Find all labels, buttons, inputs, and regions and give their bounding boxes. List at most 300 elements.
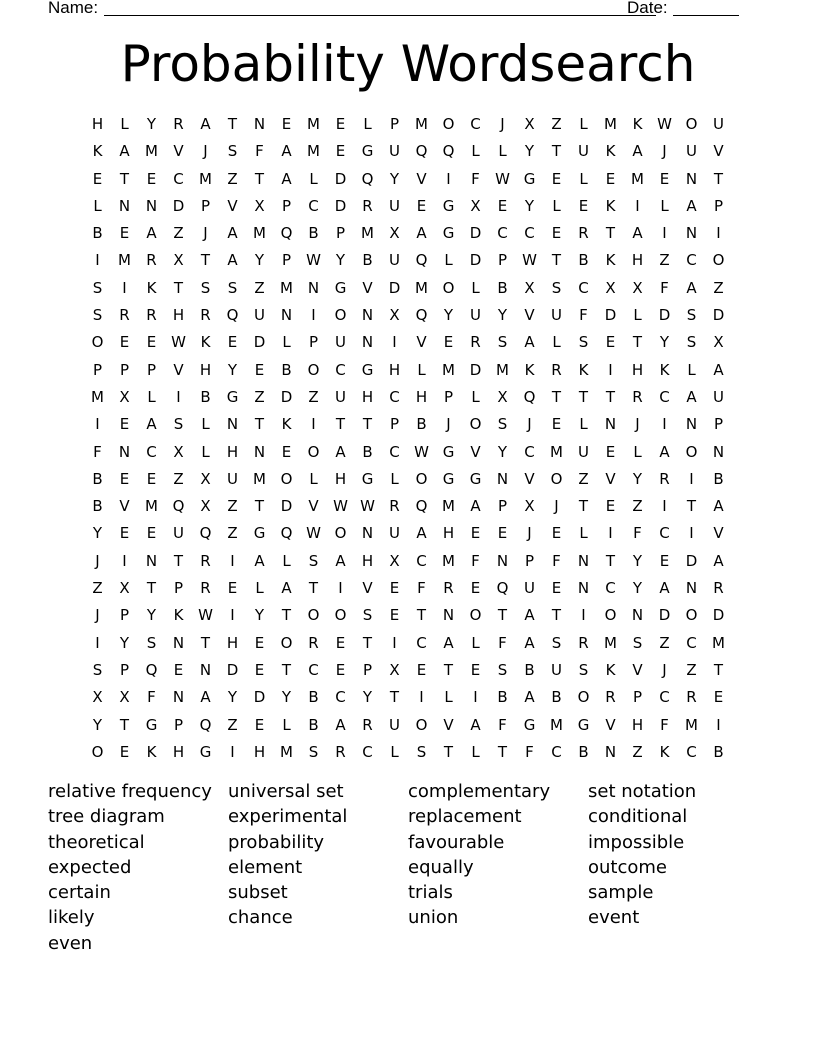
grid-letter[interactable]: T [443, 742, 454, 761]
grid-letter[interactable]: C [659, 688, 670, 707]
grid-letter[interactable]: X [632, 278, 643, 297]
grid-letter[interactable]: I [392, 333, 397, 352]
grid-letter[interactable]: T [416, 606, 427, 625]
grid-letter[interactable]: T [200, 633, 211, 652]
grid-letter[interactable]: X [119, 579, 130, 598]
grid-letter[interactable]: A [335, 551, 346, 570]
grid-letter[interactable]: S [551, 633, 562, 652]
grid-letter[interactable]: E [470, 524, 481, 543]
grid-letter[interactable]: T [119, 169, 130, 188]
grid-letter[interactable]: P [173, 715, 184, 734]
grid-letter[interactable]: J [95, 606, 100, 625]
grid-letter[interactable]: T [443, 660, 454, 679]
grid-letter[interactable]: V [173, 360, 184, 379]
grid-letter[interactable]: A [713, 497, 724, 516]
grid-letter[interactable]: C [659, 387, 670, 406]
grid-letter[interactable]: E [605, 169, 616, 188]
grid-letter[interactable]: S [92, 278, 103, 297]
grid-letter[interactable]: X [119, 688, 130, 707]
grid-letter[interactable]: K [200, 333, 211, 352]
grid-letter[interactable]: T [497, 742, 508, 761]
grid-letter[interactable]: T [173, 551, 184, 570]
grid-letter[interactable]: N [712, 442, 725, 461]
grid-letter[interactable]: W [495, 169, 510, 188]
grid-letter[interactable]: S [686, 306, 697, 325]
grid-letter[interactable]: V [119, 497, 130, 516]
grid-letter[interactable]: E [470, 579, 481, 598]
grid-letter[interactable]: N [577, 551, 590, 570]
grid-letter[interactable]: O [469, 415, 482, 434]
grid-letter[interactable]: O [334, 306, 347, 325]
grid-letter[interactable]: U [173, 524, 184, 543]
grid-letter[interactable]: R [443, 579, 454, 598]
grid-letter[interactable]: Q [172, 497, 185, 516]
grid-letter[interactable]: L [552, 196, 561, 215]
grid-letter[interactable]: E [605, 333, 616, 352]
grid-letter[interactable]: T [254, 497, 265, 516]
grid-letter[interactable]: P [119, 360, 130, 379]
grid-letter[interactable]: T [227, 115, 238, 133]
grid-letter[interactable]: C [335, 360, 346, 379]
grid-letter[interactable]: U [389, 251, 400, 270]
grid-letter[interactable]: I [689, 469, 694, 488]
grid-letter[interactable]: D [469, 251, 482, 270]
grid-letter[interactable]: L [579, 115, 588, 133]
grid-letter[interactable]: S [227, 278, 238, 297]
grid-letter[interactable]: R [362, 196, 373, 215]
grid-letter[interactable]: Q [442, 142, 455, 161]
grid-letter[interactable]: L [471, 742, 480, 761]
grid-letter[interactable]: Y [497, 442, 508, 461]
grid-letter[interactable]: C [362, 742, 373, 761]
grid-letter[interactable]: M [361, 224, 374, 243]
grid-letter[interactable]: Z [254, 387, 265, 406]
grid-letter[interactable]: L [309, 469, 318, 488]
grid-letter[interactable]: K [92, 142, 103, 161]
grid-letter[interactable]: E [119, 524, 130, 543]
grid-letter[interactable]: A [146, 415, 157, 434]
grid-letter[interactable]: H [226, 633, 239, 652]
grid-letter[interactable]: L [309, 169, 318, 188]
grid-letter[interactable]: N [577, 579, 590, 598]
grid-letter[interactable]: G [199, 742, 212, 761]
grid-letter[interactable]: A [281, 142, 292, 161]
grid-letter[interactable]: J [527, 524, 532, 543]
grid-letter[interactable]: U [335, 333, 346, 352]
grid-letter[interactable]: B [362, 442, 373, 461]
grid-letter[interactable]: S [92, 660, 103, 679]
grid-letter[interactable]: N [361, 524, 374, 543]
grid-letter[interactable]: G [361, 142, 374, 161]
grid-letter[interactable]: H [91, 115, 104, 133]
grid-letter[interactable]: H [361, 551, 374, 570]
grid-letter[interactable]: M [442, 497, 455, 516]
grid-letter[interactable]: Z [227, 497, 238, 516]
grid-letter[interactable]: G [442, 224, 455, 243]
grid-letter[interactable]: J [662, 142, 667, 161]
grid-letter[interactable]: I [419, 688, 424, 707]
grid-letter[interactable]: T [146, 579, 157, 598]
grid-letter[interactable]: X [389, 551, 400, 570]
grid-letter[interactable]: G [442, 469, 455, 488]
grid-letter[interactable]: M [280, 742, 293, 761]
grid-letter[interactable]: B [308, 688, 319, 707]
grid-letter[interactable]: C [335, 688, 346, 707]
grid-letter[interactable]: I [662, 497, 667, 516]
grid-letter[interactable]: T [389, 688, 400, 707]
grid-letter[interactable]: R [713, 579, 724, 598]
grid-letter[interactable]: Y [254, 251, 265, 270]
grid-letter[interactable]: G [145, 715, 158, 734]
grid-letter[interactable]: E [227, 579, 238, 598]
grid-letter[interactable]: L [633, 306, 642, 325]
grid-letter[interactable]: E [551, 579, 562, 598]
grid-letter[interactable]: A [254, 551, 265, 570]
grid-letter[interactable]: L [579, 524, 588, 543]
grid-letter[interactable]: U [713, 115, 724, 133]
grid-letter[interactable]: E [281, 115, 292, 133]
grid-letter[interactable]: K [605, 251, 616, 270]
grid-letter[interactable]: D [280, 387, 293, 406]
grid-letter[interactable]: Y [659, 333, 670, 352]
grid-letter[interactable]: A [416, 224, 427, 243]
grid-letter[interactable]: T [281, 660, 292, 679]
grid-letter[interactable]: P [524, 551, 535, 570]
grid-letter[interactable]: E [254, 633, 265, 652]
grid-letter[interactable]: T [173, 278, 184, 297]
grid-letter[interactable]: A [146, 224, 157, 243]
grid-letter[interactable]: V [470, 442, 481, 461]
grid-letter[interactable]: E [551, 415, 562, 434]
grid-letter[interactable]: Q [145, 660, 158, 679]
grid-letter[interactable]: Y [524, 196, 535, 215]
grid-letter[interactable]: C [578, 278, 589, 297]
grid-letter[interactable]: H [388, 360, 401, 379]
grid-letter[interactable]: A [470, 715, 481, 734]
grid-letter[interactable]: X [92, 688, 103, 707]
grid-letter[interactable]: B [416, 415, 427, 434]
grid-letter[interactable]: Z [227, 524, 238, 543]
grid-letter[interactable]: J [662, 660, 667, 679]
grid-letter[interactable]: Q [523, 387, 536, 406]
grid-letter[interactable]: E [659, 551, 670, 570]
grid-letter[interactable]: W [657, 115, 672, 133]
grid-letter[interactable]: L [471, 142, 480, 161]
grid-letter[interactable]: H [631, 360, 644, 379]
grid-letter[interactable]: L [498, 142, 507, 161]
grid-letter[interactable]: O [685, 606, 698, 625]
grid-letter[interactable]: W [333, 497, 348, 516]
grid-letter[interactable]: R [605, 688, 616, 707]
grid-letter[interactable]: I [716, 224, 721, 243]
grid-letter[interactable]: H [199, 360, 212, 379]
grid-letter[interactable]: B [92, 224, 103, 243]
grid-letter[interactable]: M [550, 715, 563, 734]
grid-letter[interactable]: Z [551, 115, 562, 133]
grid-letter[interactable]: I [338, 579, 343, 598]
grid-letter[interactable]: X [389, 660, 400, 679]
grid-letter[interactable]: P [92, 360, 103, 379]
grid-letter[interactable]: X [470, 196, 481, 215]
grid-letter[interactable]: M [307, 142, 320, 161]
grid-letter[interactable]: M [550, 442, 563, 461]
grid-letter[interactable]: T [281, 606, 292, 625]
grid-letter[interactable]: F [633, 524, 642, 543]
grid-letter[interactable]: C [173, 169, 184, 188]
grid-letter[interactable]: O [307, 360, 320, 379]
grid-letter[interactable]: N [253, 442, 266, 461]
grid-letter[interactable]: D [172, 196, 185, 215]
date-blank-line[interactable] [673, 15, 739, 16]
grid-letter[interactable]: U [713, 387, 724, 406]
grid-letter[interactable]: Z [227, 715, 238, 734]
grid-letter[interactable]: Y [389, 169, 400, 188]
grid-letter[interactable]: B [92, 469, 103, 488]
grid-letter[interactable]: T [713, 169, 724, 188]
grid-letter[interactable]: Z [308, 387, 319, 406]
grid-letter[interactable]: T [254, 169, 265, 188]
grid-letter[interactable]: F [417, 579, 426, 598]
grid-letter[interactable]: W [171, 333, 186, 352]
grid-letter[interactable]: R [146, 251, 157, 270]
grid-letter[interactable]: P [389, 115, 400, 133]
grid-letter[interactable]: P [497, 251, 508, 270]
grid-letter[interactable]: O [469, 606, 482, 625]
grid-letter[interactable]: J [446, 415, 451, 434]
grid-letter[interactable]: D [226, 660, 239, 679]
grid-letter[interactable]: I [176, 387, 181, 406]
grid-letter[interactable]: A [686, 278, 697, 297]
grid-letter[interactable]: I [608, 524, 613, 543]
grid-letter[interactable]: L [255, 579, 264, 598]
grid-letter[interactable]: K [659, 742, 670, 761]
grid-letter[interactable]: L [363, 115, 372, 133]
grid-letter[interactable]: D [334, 196, 347, 215]
grid-letter[interactable]: Y [92, 715, 103, 734]
grid-letter[interactable]: N [280, 306, 293, 325]
grid-letter[interactable]: E [146, 469, 157, 488]
grid-letter[interactable]: C [308, 196, 319, 215]
grid-letter[interactable]: T [551, 606, 562, 625]
grid-letter[interactable]: F [579, 306, 588, 325]
grid-letter[interactable]: C [551, 742, 562, 761]
grid-letter[interactable]: X [524, 115, 535, 133]
grid-letter[interactable]: U [470, 306, 481, 325]
grid-letter[interactable]: C [146, 442, 157, 461]
grid-letter[interactable]: H [631, 251, 644, 270]
grid-letter[interactable]: P [119, 660, 130, 679]
grid-letter[interactable]: L [390, 742, 399, 761]
grid-letter[interactable]: S [92, 306, 103, 325]
grid-letter[interactable]: S [308, 742, 319, 761]
grid-letter[interactable]: A [470, 497, 481, 516]
grid-letter[interactable]: B [281, 360, 292, 379]
grid-letter[interactable]: W [522, 251, 537, 270]
grid-letter[interactable]: Y [281, 688, 292, 707]
grid-letter[interactable]: M [91, 387, 104, 406]
grid-letter[interactable]: Y [497, 306, 508, 325]
grid-letter[interactable]: H [442, 524, 455, 543]
grid-letter[interactable]: U [551, 306, 562, 325]
grid-letter[interactable]: E [416, 660, 427, 679]
grid-letter[interactable]: X [173, 442, 184, 461]
grid-letter[interactable]: E [659, 169, 670, 188]
grid-letter[interactable]: Z [227, 169, 238, 188]
grid-letter[interactable]: P [362, 660, 373, 679]
grid-letter[interactable]: A [686, 387, 697, 406]
grid-letter[interactable]: E [119, 742, 130, 761]
grid-letter[interactable]: N [604, 742, 617, 761]
grid-letter[interactable]: O [415, 715, 428, 734]
grid-letter[interactable]: E [416, 196, 427, 215]
grid-letter[interactable]: X [524, 497, 535, 516]
grid-letter[interactable]: V [713, 524, 724, 543]
grid-letter[interactable]: B [713, 742, 724, 761]
grid-letter[interactable]: P [281, 196, 292, 215]
name-blank-line[interactable] [104, 15, 656, 16]
grid-letter[interactable]: Q [415, 306, 428, 325]
grid-letter[interactable]: K [146, 742, 157, 761]
grid-letter[interactable]: F [660, 278, 669, 297]
grid-letter[interactable]: W [306, 251, 321, 270]
grid-letter[interactable]: C [524, 224, 535, 243]
grid-letter[interactable]: I [230, 742, 235, 761]
grid-letter[interactable]: Q [361, 169, 374, 188]
grid-letter[interactable]: Y [632, 579, 643, 598]
grid-letter[interactable]: Q [226, 306, 239, 325]
grid-letter[interactable]: O [334, 524, 347, 543]
grid-letter[interactable]: U [389, 142, 400, 161]
grid-letter[interactable]: E [578, 196, 589, 215]
grid-letter[interactable]: E [335, 660, 346, 679]
grid-letter[interactable]: Z [173, 469, 184, 488]
grid-letter[interactable]: S [200, 278, 211, 297]
grid-letter[interactable]: O [307, 606, 320, 625]
grid-letter[interactable]: R [200, 551, 211, 570]
grid-letter[interactable]: R [200, 306, 211, 325]
grid-letter[interactable]: A [713, 551, 724, 570]
grid-letter[interactable]: L [579, 169, 588, 188]
grid-letter[interactable]: P [713, 415, 724, 434]
grid-letter[interactable]: F [471, 169, 480, 188]
grid-letter[interactable]: C [416, 551, 427, 570]
grid-letter[interactable]: E [119, 224, 130, 243]
grid-letter[interactable]: I [635, 196, 640, 215]
grid-letter[interactable]: E [119, 469, 130, 488]
grid-letter[interactable]: L [633, 442, 642, 461]
grid-letter[interactable]: Z [173, 224, 184, 243]
grid-letter[interactable]: H [631, 715, 644, 734]
grid-letter[interactable]: Y [362, 688, 373, 707]
grid-letter[interactable]: X [497, 387, 508, 406]
grid-letter[interactable]: E [551, 169, 562, 188]
grid-letter[interactable]: I [230, 551, 235, 570]
grid-letter[interactable]: S [497, 660, 508, 679]
grid-letter[interactable]: Z [713, 278, 724, 297]
grid-letter[interactable]: B [308, 715, 319, 734]
grid-letter[interactable]: A [686, 196, 697, 215]
grid-letter[interactable]: T [551, 387, 562, 406]
grid-letter[interactable]: L [201, 415, 210, 434]
grid-letter[interactable]: D [469, 360, 482, 379]
grid-letter[interactable]: T [632, 333, 643, 352]
grid-letter[interactable]: A [524, 688, 535, 707]
grid-letter[interactable]: E [551, 524, 562, 543]
grid-letter[interactable]: M [145, 497, 158, 516]
grid-letter[interactable]: N [145, 196, 158, 215]
grid-letter[interactable]: F [255, 142, 264, 161]
grid-letter[interactable]: S [227, 142, 238, 161]
grid-letter[interactable]: E [92, 169, 103, 188]
grid-letter[interactable]: F [525, 742, 534, 761]
grid-letter[interactable]: N [253, 115, 266, 133]
grid-letter[interactable]: O [91, 333, 104, 352]
grid-letter[interactable]: A [713, 360, 724, 379]
grid-letter[interactable]: E [335, 142, 346, 161]
grid-letter[interactable]: I [95, 633, 100, 652]
grid-letter[interactable]: N [118, 442, 131, 461]
grid-letter[interactable]: G [361, 360, 374, 379]
grid-letter[interactable]: Y [254, 606, 265, 625]
grid-letter[interactable]: A [281, 579, 292, 598]
grid-letter[interactable]: L [444, 688, 453, 707]
grid-letter[interactable]: B [308, 224, 319, 243]
grid-letter[interactable]: B [578, 251, 589, 270]
grid-letter[interactable]: X [524, 278, 535, 297]
grid-letter[interactable]: C [389, 387, 400, 406]
grid-letter[interactable]: Z [659, 251, 670, 270]
grid-letter[interactable]: I [473, 688, 478, 707]
grid-letter[interactable]: I [446, 169, 451, 188]
grid-letter[interactable]: F [147, 688, 156, 707]
grid-letter[interactable]: L [579, 415, 588, 434]
grid-letter[interactable]: I [311, 415, 316, 434]
grid-letter[interactable]: J [95, 551, 100, 570]
grid-letter[interactable]: J [500, 115, 505, 133]
grid-letter[interactable]: N [172, 633, 185, 652]
grid-letter[interactable]: G [361, 469, 374, 488]
grid-letter[interactable]: M [145, 142, 158, 161]
grid-letter[interactable]: V [524, 469, 535, 488]
grid-letter[interactable]: O [685, 442, 698, 461]
grid-letter[interactable]: I [662, 224, 667, 243]
grid-letter[interactable]: I [662, 415, 667, 434]
grid-letter[interactable]: V [524, 306, 535, 325]
grid-letter[interactable]: O [550, 469, 563, 488]
grid-letter[interactable]: A [281, 169, 292, 188]
grid-letter[interactable]: E [551, 224, 562, 243]
grid-letter[interactable]: G [469, 469, 482, 488]
grid-letter[interactable]: A [524, 606, 535, 625]
grid-letter[interactable]: Z [254, 278, 265, 297]
grid-letter[interactable]: J [635, 415, 640, 434]
grid-letter[interactable]: E [470, 660, 481, 679]
grid-letter[interactable]: M [253, 224, 266, 243]
grid-letter[interactable]: L [660, 196, 669, 215]
grid-letter[interactable]: Z [632, 742, 643, 761]
grid-letter[interactable]: S [632, 633, 643, 652]
grid-letter[interactable]: V [362, 579, 373, 598]
grid-letter[interactable]: C [308, 660, 319, 679]
grid-letter[interactable]: U [524, 579, 535, 598]
grid-letter[interactable]: R [578, 224, 589, 243]
grid-letter[interactable]: X [605, 278, 616, 297]
grid-letter[interactable]: R [362, 715, 373, 734]
grid-letter[interactable]: O [307, 442, 320, 461]
grid-letter[interactable]: U [227, 469, 238, 488]
grid-letter[interactable]: L [417, 360, 426, 379]
grid-letter[interactable]: G [253, 524, 266, 543]
